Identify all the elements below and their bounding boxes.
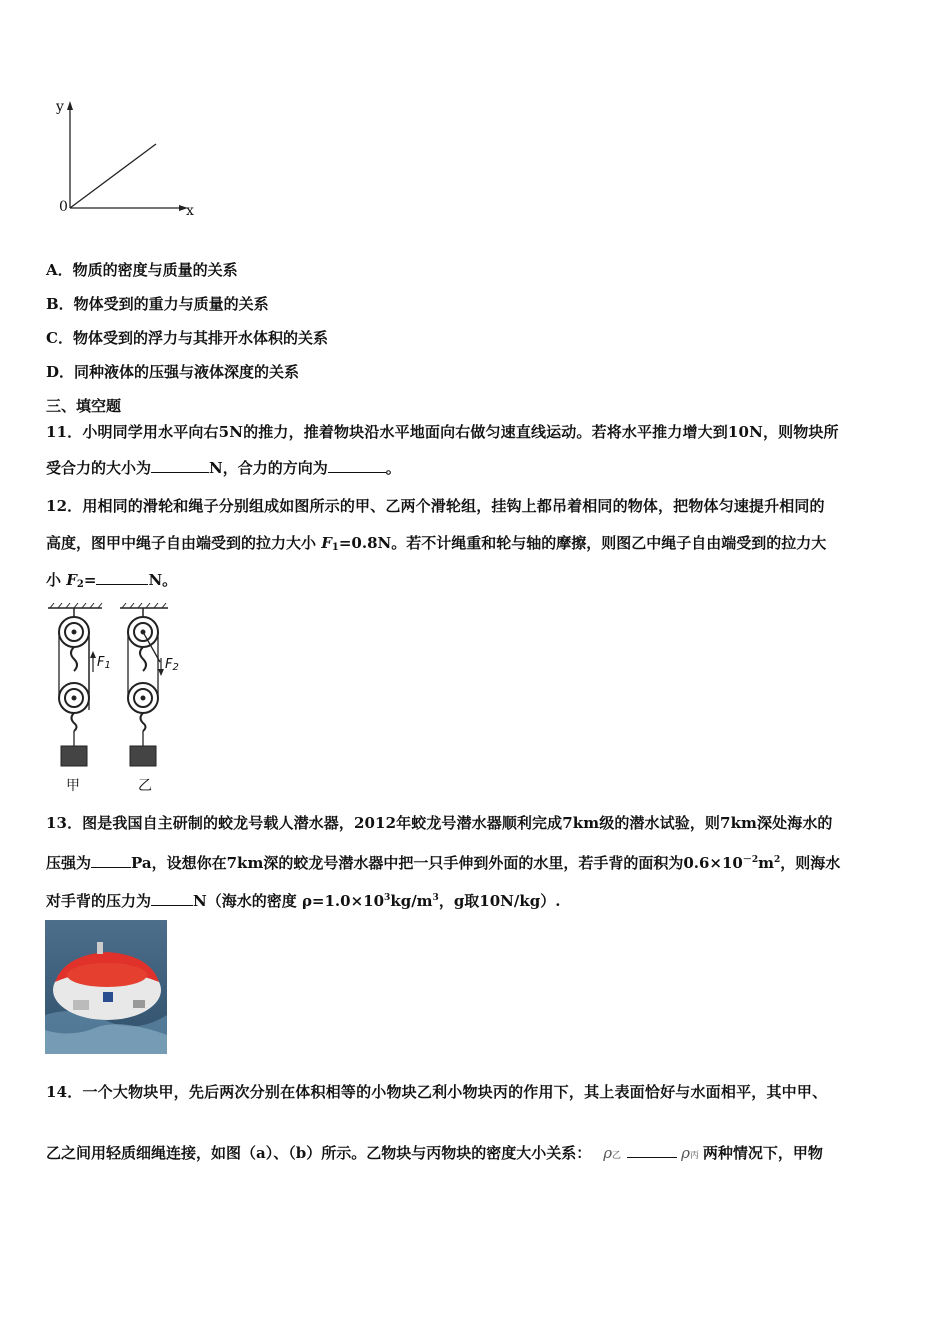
- q13-exp-a: －2: [742, 855, 759, 865]
- q12-line2: [46, 533, 826, 558]
- q13-blank-force[interactable]: [151, 891, 193, 906]
- q12-text-e: N。: [148, 571, 178, 589]
- q13-text-a: 压强为: [46, 854, 92, 872]
- q13-exp-c: 3: [384, 893, 391, 903]
- q11-text-b: N，合力的方向为: [209, 459, 328, 477]
- option-c: C．物体受到的浮力与其排开水体积的关系: [46, 329, 328, 347]
- q11-text-a: 受合力的大小为: [46, 459, 152, 477]
- q13-line2: [46, 850, 840, 873]
- pulley-diagram: [40, 600, 190, 800]
- q13-exp-b: 2: [774, 855, 781, 865]
- graph-origin-label: 0: [59, 199, 68, 215]
- q13-text-h: ，g取10N/kg）.: [438, 892, 561, 910]
- f2-label-sub: 2: [172, 662, 179, 673]
- q12-f1-sub: 1: [331, 542, 339, 553]
- q12-f2-symbol: F: [66, 571, 77, 589]
- q14-rho-b: [681, 1144, 699, 1162]
- rho-b-sub: 丙: [689, 1151, 699, 1161]
- pulley-force-f2: [165, 657, 179, 673]
- q14-line2: [46, 1143, 823, 1166]
- q11-text-c: 。: [385, 459, 401, 477]
- option-a: A．物质的密度与质量的关系: [46, 261, 238, 279]
- q12-line3: [46, 570, 177, 595]
- rho-b-symbol: ρ: [681, 1144, 690, 1162]
- q12-text-c: 小: [46, 571, 67, 589]
- q13-text-c: m: [758, 854, 774, 872]
- q14-blank-compare[interactable]: [627, 1143, 677, 1158]
- f1-label-sub: 1: [104, 660, 111, 671]
- q13-text-e: 对手背的压力为: [46, 892, 152, 910]
- rho-a-sub: 乙: [612, 1151, 622, 1161]
- q13-line1: 13．图是我国自主研制的蛟龙号载人潜水器，2012年蛟龙号潜水器顺利完成7km级的潜水试验，则7km深处海水的: [46, 814, 833, 832]
- q12-text-a: 高度，图甲中绳子自由端受到的拉力大小: [46, 534, 322, 552]
- q12-text-d: =: [83, 571, 97, 589]
- q11-line2: [46, 458, 401, 478]
- q13-text-b: Pa，设想你在7km深的蛟龙号潜水器中把一只手伸到外面的水里，若手背的面积为0.6×10: [131, 854, 743, 872]
- f1-label: F: [97, 655, 105, 670]
- q13-text-f: N（海水的密度 ρ=1.0×10: [193, 892, 385, 910]
- pulley-force-f1: [97, 655, 111, 671]
- pulley-label-jia: 甲: [66, 778, 80, 794]
- graph-y-label: y: [56, 99, 64, 115]
- q13-text-d: ，则海水: [780, 854, 841, 872]
- q11-line1: 11．小明同学用水平向右5N的推力，推着物块沿水平地面向右做匀速直线运动。若将水平推力增大到10N，则物块所: [46, 423, 839, 441]
- q13-exp-d: 3: [432, 893, 439, 903]
- q12-f1-symbol: F: [321, 534, 332, 552]
- q14-text-a: 乙之间用轻质细绳连接，如图（a）、（b）所示。乙物块与丙物块的密度大小关系：: [46, 1144, 592, 1162]
- q14-rho-a: [603, 1144, 621, 1162]
- q14-line1: 14．一个大物块甲，先后两次分别在体积相等的小物块乙利小物块丙的作用下，其上表面恰好与水面相平，其中甲、: [46, 1083, 828, 1101]
- q13-line3: [46, 888, 560, 911]
- graph-x-label: x: [186, 203, 194, 219]
- q13-text-g: kg/m: [390, 892, 433, 910]
- q13-blank-pressure[interactable]: [91, 853, 131, 868]
- q11-blank-force[interactable]: [151, 458, 209, 473]
- f2-label: F: [165, 657, 173, 672]
- q12-text-b: =0.8N。若不计绳重和轮与轴的摩擦，则图乙中绳子自由端受到的拉力大: [338, 534, 827, 552]
- option-b: B．物体受到的重力与质量的关系: [46, 295, 269, 313]
- section-title: 三、填空题: [46, 397, 122, 415]
- q12-blank-f2[interactable]: [96, 570, 148, 585]
- rho-a-symbol: ρ: [603, 1144, 613, 1162]
- option-d: D．同种液体的压强与液体深度的关系: [46, 363, 300, 381]
- pulley-label-yi: 乙: [138, 778, 152, 794]
- q12-line1: 12．用相同的滑轮和绳子分别组成如图所示的甲、乙两个滑轮组，挂钩上都吊着相同的物体，把物体匀速提升相同的: [46, 497, 825, 515]
- q11-blank-direction[interactable]: [328, 458, 386, 473]
- q12-f2-sub: 2: [76, 579, 84, 590]
- submersible-photo: [45, 920, 167, 1054]
- q14-text-b: 两种情况下，甲物: [702, 1144, 823, 1162]
